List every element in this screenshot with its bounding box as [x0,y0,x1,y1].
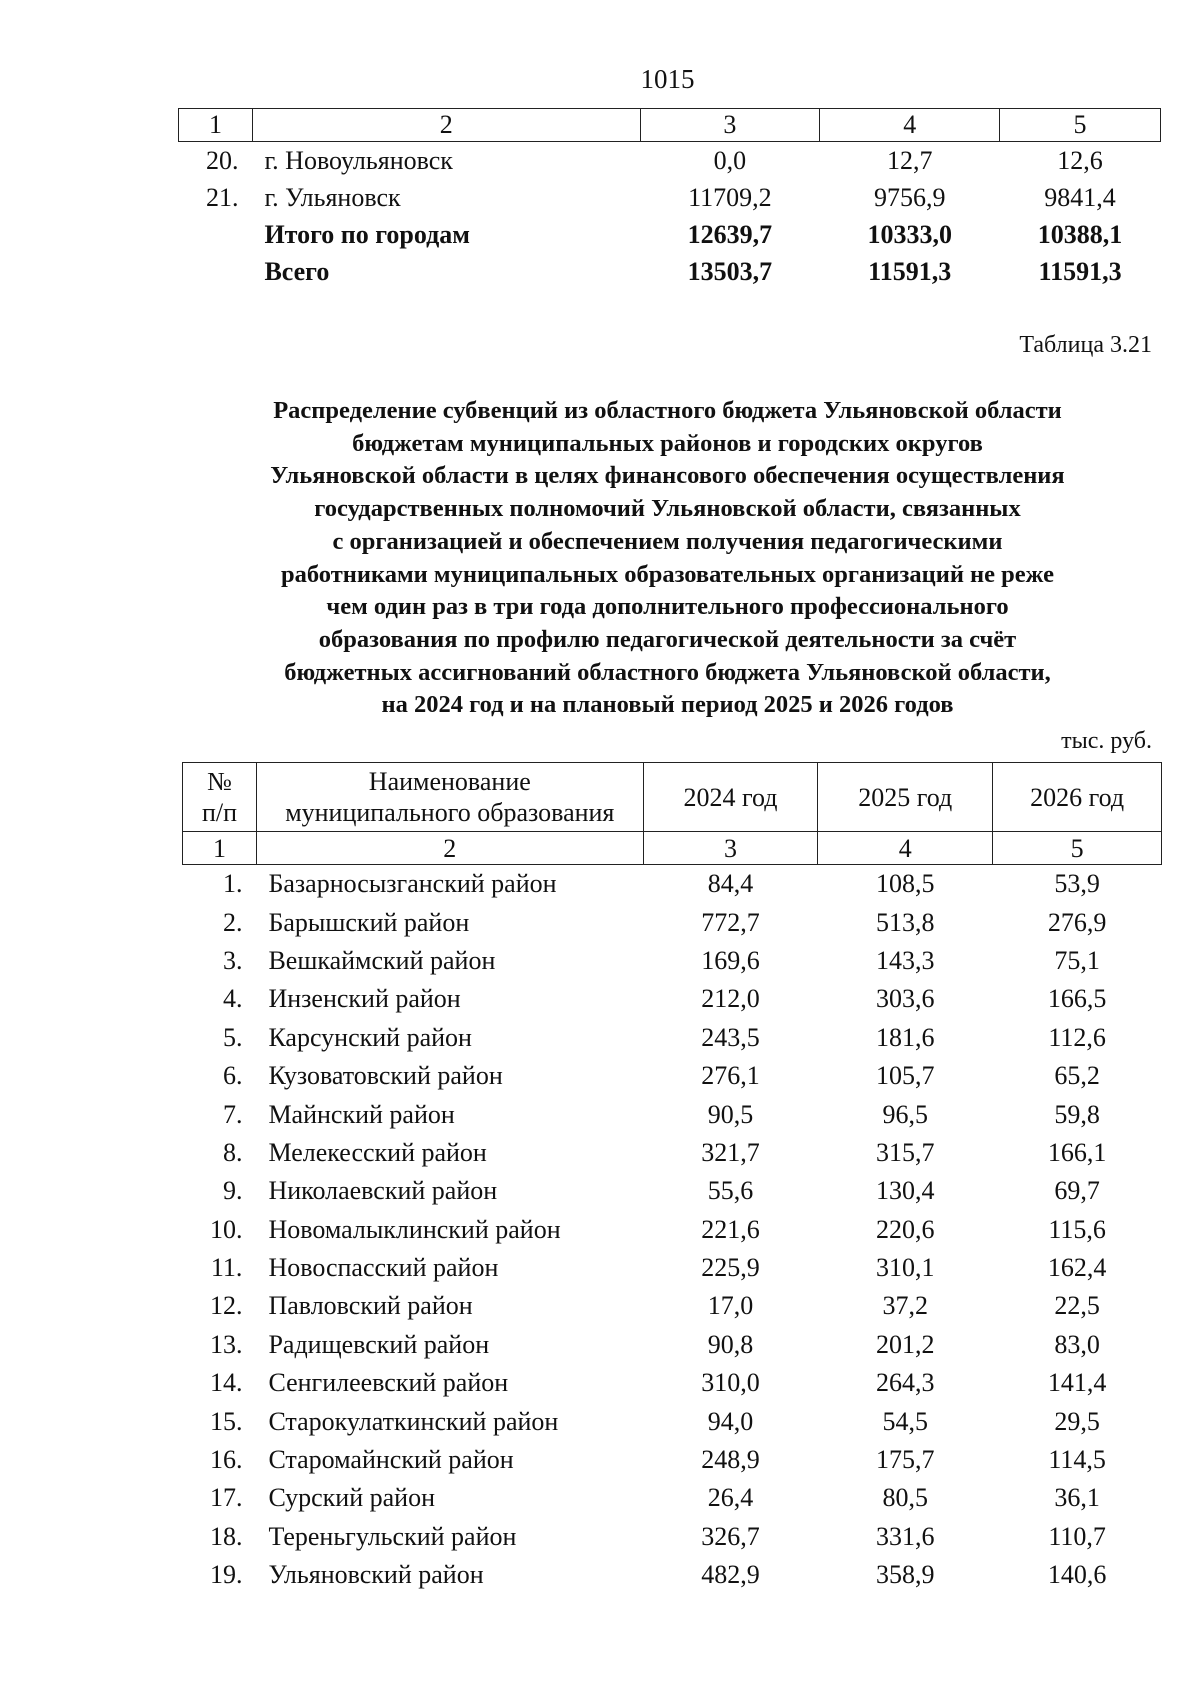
value-2026: 29,5 [1054,1406,1100,1436]
index-cell: 5 [1000,109,1161,142]
value-2026: 75,1 [1054,945,1100,975]
row-number: 1. [222,869,243,899]
row-number: 6. [222,1061,243,1091]
table-row [183,1479,1162,1517]
index-cell: 4 [818,832,993,865]
header-2026: 2026 год [993,763,1162,832]
value-2025: 37,2 [882,1291,929,1321]
value-2026: 10388,1 [1037,219,1123,249]
value-2025: 181,6 [876,1022,935,1052]
header-name-line2: муниципального образования [285,798,615,827]
value-2026: 11591,3 [1038,256,1122,286]
row-number: 20. [205,145,239,175]
value-2024: 12639,7 [687,219,773,249]
row-number: 12. [209,1291,243,1321]
index-cell: 1 [183,832,257,865]
value-2025: 358,9 [876,1560,935,1590]
table-row [183,903,1162,941]
row-number [179,253,253,290]
value-2026: 110,7 [1048,1521,1106,1551]
value-2024: 482,9 [701,1560,760,1590]
table-caption: Таблица 3.21 [1019,332,1152,358]
value-2024: 276,1 [701,1061,760,1091]
index-cell: 2 [252,109,640,142]
row-number: 15. [209,1406,243,1436]
value-2024: 11709,2 [688,182,772,212]
value-2025: 331,6 [876,1521,935,1551]
row-number: 11. [210,1253,243,1283]
title-line: государственных полномочий Ульяновской области, связанных [314,495,1021,523]
value-2026: 53,9 [1054,869,1100,899]
row-number: 18. [209,1521,243,1551]
value-2024: 169,6 [701,945,760,975]
row-name: Инзенский район [268,984,461,1014]
table-row [183,1364,1162,1402]
value-2026: 112,6 [1048,1022,1106,1052]
row-name: Базарносызганский район [268,869,557,899]
value-2026: 69,7 [1054,1176,1100,1206]
value-2026: 162,4 [1047,1253,1107,1283]
index-row [183,832,1162,865]
header-number-line1: № [207,767,232,796]
index-cell: 4 [820,109,1000,142]
value-2025: 105,7 [876,1061,935,1091]
value-2025: 264,3 [876,1368,935,1398]
table-row [183,1211,1162,1249]
row-number: 17. [209,1483,243,1513]
table-row [183,942,1162,980]
index-cell: 5 [993,832,1162,865]
row-name: г. Новоульяновск [264,145,453,175]
index-cell: 2 [256,832,643,865]
row-number: 13. [209,1329,243,1359]
index-cell: 3 [640,109,820,142]
row-name: Сенгилеевский район [268,1368,509,1398]
value-2024: 221,6 [701,1214,760,1244]
table-row [183,1172,1162,1210]
table-row [183,980,1162,1018]
value-2024: 26,4 [707,1483,754,1513]
row-number: 21. [205,182,239,212]
row-number [179,216,253,253]
row-number: 2. [222,907,243,937]
table-row [183,1402,1162,1440]
value-2024: 17,0 [707,1291,754,1321]
row-number: 14. [209,1368,243,1398]
row-name: Новоспасский район [268,1253,499,1283]
header-name-line1: Наименование [368,767,531,796]
value-2025: 12,7 [886,145,933,175]
value-2024: 55,6 [707,1176,754,1206]
table-title [0,395,1200,722]
row-number: 8. [222,1137,243,1167]
value-2025: 11591,3 [868,256,952,286]
row-name: Николаевский район [268,1176,498,1206]
value-2026: 36,1 [1054,1483,1100,1513]
row-name: Тереньгульский район [268,1521,517,1551]
table-row [183,1134,1162,1172]
value-2025: 513,8 [876,907,935,937]
row-name: Итого по городам [264,219,470,249]
table-row [183,1287,1162,1325]
title-line: бюджетных ассигнований областного бюджета Ульяновской области, [284,658,1051,686]
row-name: Всего [264,256,330,286]
value-2025: 310,1 [876,1253,935,1283]
index-cell: 3 [643,832,818,865]
header-number [183,763,257,832]
value-2024: 326,7 [701,1521,760,1551]
table-row [179,179,1161,216]
index-cell: 1 [179,109,253,142]
row-number: 19. [209,1560,243,1590]
row-name: Карсунский район [268,1022,472,1052]
row-name: Мелекесский район [268,1137,487,1167]
value-2024: 772,7 [701,907,760,937]
total-row [179,253,1161,290]
value-2024: 84,4 [707,869,754,899]
value-2024: 90,8 [707,1329,754,1359]
title-line: Распределение субвенций из областного бюджета Ульяновской области [273,397,1062,424]
row-number: 3. [222,945,243,975]
title-line: на 2024 год и на плановый период 2025 и 2026 годов [381,691,954,719]
units-label: тыс. руб. [1061,728,1152,754]
title-line: Ульяновской области в целях финансового обеспечения осуществления [270,462,1065,490]
value-2026: 22,5 [1054,1291,1100,1321]
value-2024: 321,7 [701,1137,760,1167]
value-2026: 166,1 [1047,1137,1107,1167]
table-row [183,1556,1162,1594]
row-number: 9. [222,1176,243,1206]
table-row [183,1441,1162,1479]
value-2025: 220,6 [876,1214,935,1244]
header-row [183,763,1162,832]
subtotal-row [179,216,1161,253]
value-2025: 80,5 [882,1483,929,1513]
value-2026: 115,6 [1048,1214,1106,1244]
value-2025: 143,3 [876,945,935,975]
value-2026: 65,2 [1054,1061,1100,1091]
continued-table-index-row [179,109,1161,142]
value-2024: 90,5 [707,1099,754,1129]
table-row [183,1518,1162,1556]
row-name: Старомайнский район [268,1445,514,1475]
table-row [179,142,1161,180]
table-row [183,1095,1162,1133]
table-row [183,865,1162,904]
table-row [183,1326,1162,1364]
row-number: 10. [209,1214,243,1244]
page-number: 1015 [640,64,695,94]
value-2026: 114,5 [1048,1445,1106,1475]
row-number: 5. [222,1022,243,1052]
row-number: 4. [222,984,243,1014]
row-name: Ульяновский район [268,1560,484,1590]
value-2024: 310,0 [701,1368,760,1398]
value-2025: 201,2 [876,1329,935,1359]
subventions-table [182,762,1162,1594]
value-2025: 175,7 [876,1445,935,1475]
value-2026: 140,6 [1047,1560,1107,1590]
value-2024: 94,0 [707,1406,754,1436]
value-2025: 54,5 [882,1406,929,1436]
value-2026: 141,4 [1047,1368,1107,1398]
row-name: Радищевский район [268,1329,490,1359]
title-line: с организацией и обеспечением получения педагогическими [332,527,1003,555]
value-2025: 9756,9 [873,182,946,212]
value-2024: 243,5 [701,1022,760,1052]
value-2026: 12,6 [1057,145,1103,175]
row-name: Майнский район [268,1099,455,1129]
value-2024: 0,0 [713,145,747,175]
value-2024: 248,9 [701,1445,760,1475]
row-name: Старокулаткинский район [268,1406,559,1436]
row-number: 16. [209,1445,243,1475]
table-row [183,1019,1162,1057]
row-name: Вешкаймский район [268,945,496,975]
title-line: работниками муниципальных образовательных организаций не реже [280,560,1054,588]
title-line: бюджетам муниципальных районов и городских округов [352,429,983,457]
value-2025: 96,5 [882,1099,929,1129]
value-2024: 225,9 [701,1253,760,1283]
header-name [256,763,643,832]
title-line: образования по профилю педагогической деятельности за счёт [318,625,1017,653]
row-name: Кузоватовский район [268,1061,503,1091]
title-line: чем один раз в три года дополнительного профессионального [326,593,1009,621]
row-name: Сурский район [268,1483,435,1513]
continued-table [178,108,1161,290]
table-row [183,1057,1162,1095]
value-2026: 166,5 [1047,984,1107,1014]
value-2026: 83,0 [1054,1329,1100,1359]
row-name: Павловский район [268,1291,473,1321]
row-name: Барышский район [268,907,470,937]
value-2025: 303,6 [876,984,935,1014]
value-2025: 315,7 [876,1137,935,1167]
table-row [183,1249,1162,1287]
header-2024: 2024 год [643,763,818,832]
value-2024: 212,0 [701,984,760,1014]
header-number-line2: п/п [201,798,237,827]
header-2025: 2025 год [818,763,993,832]
value-2025: 130,4 [876,1176,935,1206]
value-2026: 9841,4 [1044,182,1116,212]
row-name: Новомалыклинский район [268,1214,561,1244]
row-number: 7. [222,1099,243,1129]
value-2025: 10333,0 [867,219,952,249]
row-name: г. Ульяновск [264,182,401,212]
value-2024: 13503,7 [687,256,773,286]
value-2026: 276,9 [1047,907,1107,937]
value-2026: 59,8 [1054,1099,1100,1129]
table-body [183,865,1162,1595]
value-2025: 108,5 [876,869,935,899]
